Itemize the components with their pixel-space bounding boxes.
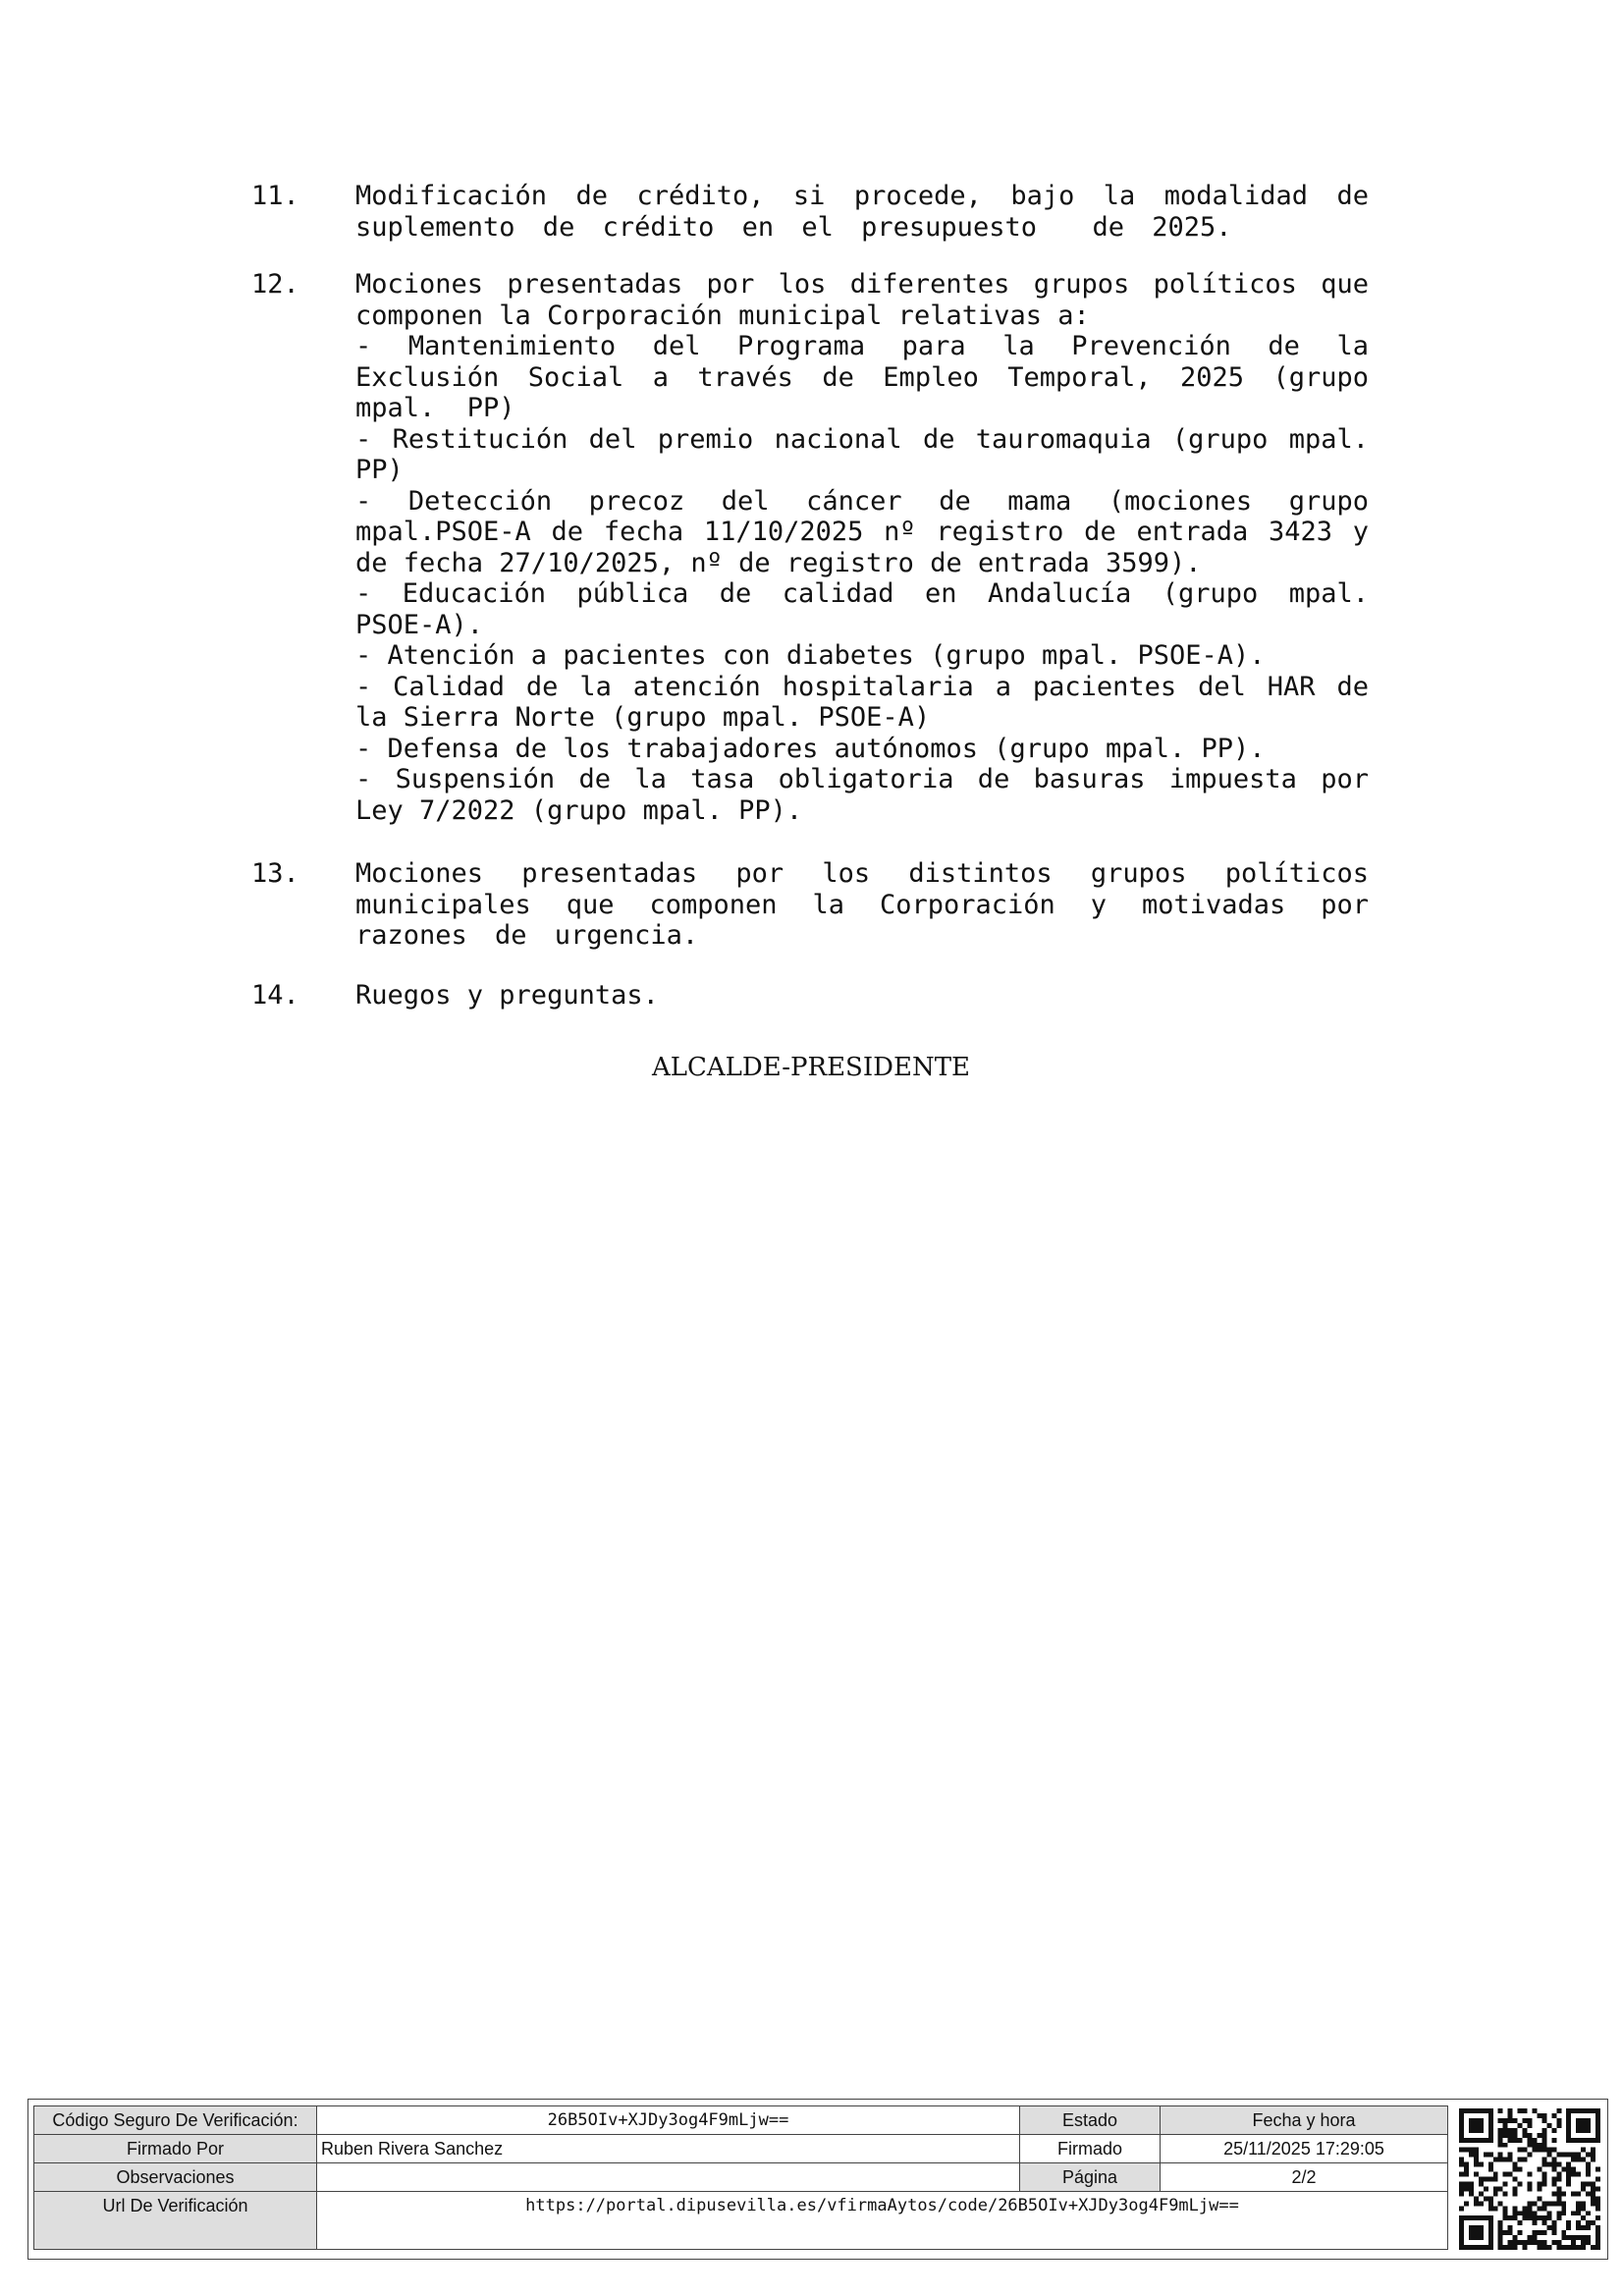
- text-line: - Suspensión de la tasa obligatoria de basuras impuesta por: [355, 764, 1369, 794]
- agenda-text: [355, 269, 1369, 826]
- table-row: [34, 2106, 1448, 2135]
- agenda-number: 13.: [251, 858, 299, 889]
- status-label: Estado: [1020, 2106, 1161, 2135]
- url-value[interactable]: https://portal.dipusevilla.es/vfirmaAytos/code/26B5OIv+XJDy3og4F9mLjw==: [317, 2192, 1448, 2250]
- agenda-item-11: [251, 181, 1369, 244]
- page-value: 2/2: [1161, 2163, 1448, 2192]
- agenda-item-14: [251, 980, 1369, 1011]
- agenda-text: [355, 980, 1369, 1011]
- text-line: - Defensa de los trabajadores autónomos (grupo mpal. PP).: [355, 733, 1266, 764]
- text-line: - Restitución del premio nacional de tauromaquia (grupo mpal.: [355, 423, 1369, 455]
- text-line: PSOE-A).: [355, 609, 484, 640]
- agenda-item-12: [251, 269, 1369, 827]
- text-line: - Educación pública de calidad en Andalucía (grupo mpal.: [355, 578, 1369, 609]
- text-line: PP): [355, 455, 404, 485]
- agenda-number: 12.: [251, 269, 299, 300]
- text-line: la Sierra Norte (grupo mpal. PSOE-A): [355, 702, 931, 733]
- verification-box: [27, 2099, 1608, 2260]
- text-line: Exclusión Social a través de Empleo Temporal, 2025 (grupo: [355, 361, 1369, 393]
- table-row: [34, 2192, 1448, 2250]
- status-value: Firmado: [1020, 2135, 1161, 2163]
- signed-by-value: Ruben Rivera Sanchez: [317, 2135, 1020, 2163]
- text-line: municipales que componen la Corporación y motivadas por: [355, 889, 1369, 920]
- code-label: Código Seguro De Verificación:: [34, 2106, 317, 2135]
- text-line: Mociones presentadas por los distintos grupos políticos: [355, 858, 1369, 889]
- datetime-value: 25/11/2025 17:29:05: [1161, 2135, 1448, 2163]
- text-line: Ley 7/2022 (grupo mpal. PP).: [355, 794, 803, 826]
- text-line: - Detección precoz del cáncer de mama (mociones grupo: [355, 485, 1369, 517]
- text-line: Ruegos y preguntas.: [355, 980, 659, 1011]
- text-line: mpal.PSOE-A de fecha 11/10/2025 nº registro de entrada 3423 y: [355, 517, 1369, 547]
- text-line: Modificación de crédito, si procede, bajo la modalidad de: [355, 181, 1369, 211]
- text-line: - Mantenimiento del Programa para la Prevención de la: [355, 331, 1369, 361]
- text-line: suplemento de crédito en el presupuesto de 2025.: [355, 211, 1232, 243]
- agenda-number: 14.: [251, 980, 299, 1011]
- observations-value: [317, 2163, 1020, 2192]
- text-line: mpal. PP): [355, 393, 515, 423]
- page-label: Página: [1020, 2163, 1161, 2192]
- text-line: - Atención a pacientes con diabetes (grupo mpal. PSOE-A).: [355, 640, 1266, 671]
- text-line: - Calidad de la atención hospitalaria a pacientes del HAR de: [355, 671, 1369, 702]
- qr-code-icon: [1459, 2108, 1600, 2250]
- text-line: componen la Corporación municipal relativas a:: [355, 300, 1090, 331]
- datetime-label: Fecha y hora: [1161, 2106, 1448, 2135]
- table-row: [34, 2135, 1448, 2163]
- agenda-number: 11.: [251, 181, 299, 211]
- agenda-text: [355, 181, 1369, 243]
- text-line: de fecha 27/10/2025, nº de registro de entrada 3599).: [355, 547, 1202, 578]
- agenda-text: [355, 858, 1369, 952]
- text-line: razones de urgencia.: [355, 920, 699, 951]
- url-label: Url De Verificación: [34, 2192, 317, 2250]
- code-value: 26B5OIv+XJDy3og4F9mLjw==: [317, 2106, 1020, 2135]
- observations-label: Observaciones: [34, 2163, 317, 2192]
- table-row: [34, 2163, 1448, 2192]
- verification-table: [33, 2105, 1448, 2250]
- agenda-item-13: [251, 858, 1369, 953]
- signed-by-label: Firmado Por: [34, 2135, 317, 2163]
- signer-title: ALCALDE-PRESIDENTE: [651, 1053, 971, 1082]
- text-line: Mociones presentadas por los diferentes grupos políticos que: [355, 269, 1369, 300]
